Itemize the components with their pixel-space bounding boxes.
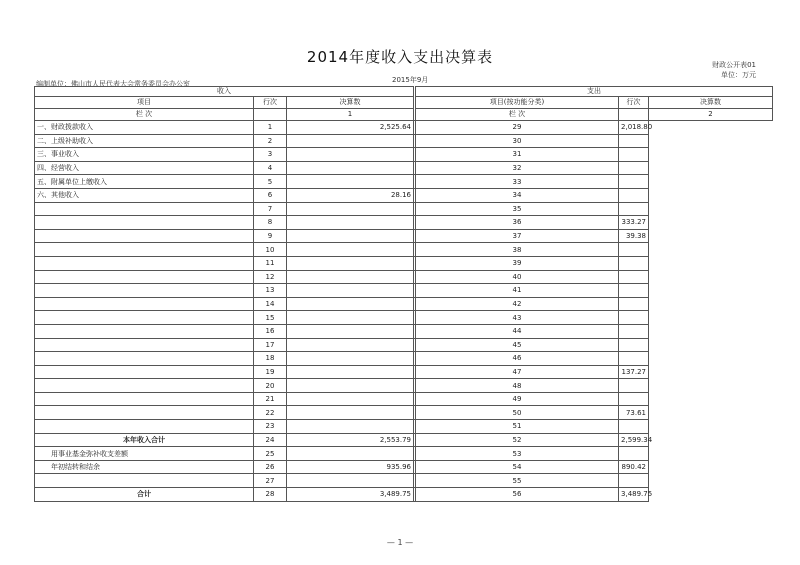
table-row: [35, 392, 773, 406]
income-item: [35, 474, 254, 488]
income-amount: [287, 216, 414, 230]
expense-amount: 73.61: [619, 406, 649, 420]
income-line-number: 13: [254, 284, 287, 298]
date-label: 2015年9月: [392, 76, 429, 84]
income-line-number: 28: [254, 488, 287, 502]
income-item: [35, 324, 254, 338]
expense-line-number: 46: [416, 352, 619, 366]
income-item: [35, 243, 254, 257]
income-line-number: 20: [254, 379, 287, 393]
income-amount: [287, 148, 414, 162]
expense-line-header: 行次: [619, 97, 649, 109]
income-line-number: 2: [254, 134, 287, 148]
table-row: [35, 243, 773, 257]
income-item: 四、经营收入: [35, 161, 254, 175]
income-item: 一、财政拨款收入: [35, 121, 254, 135]
form-number: 财政公开表01: [712, 61, 756, 69]
table-row: [35, 338, 773, 352]
expense-amount: [619, 392, 649, 406]
income-amount: [287, 270, 414, 284]
income-amount: [287, 161, 414, 175]
income-col-label: 栏 次: [35, 109, 254, 121]
income-line-number: 6: [254, 188, 287, 202]
income-amount: [287, 406, 414, 420]
income-line-number: 12: [254, 270, 287, 284]
expense-line-number: 52: [416, 433, 619, 447]
income-item: [35, 311, 254, 325]
income-line-number: 27: [254, 474, 287, 488]
table-row: [35, 216, 773, 230]
table-row: [35, 229, 773, 243]
expense-col-label: 栏 次: [416, 109, 619, 121]
income-item: [35, 379, 254, 393]
expense-line-number: 31: [416, 148, 619, 162]
expense-amount: [619, 284, 649, 298]
expense-line-number: 36: [416, 216, 619, 230]
income-amount: [287, 229, 414, 243]
expense-amount-header: 决算数: [649, 97, 773, 109]
expense-amount: [619, 447, 649, 461]
income-amount: [287, 256, 414, 270]
expense-amount: 890.42: [619, 460, 649, 474]
income-line-number: 19: [254, 365, 287, 379]
table-row: [35, 202, 773, 216]
income-line-number: 16: [254, 324, 287, 338]
income-line-number: 3: [254, 148, 287, 162]
expense-amount: [619, 311, 649, 325]
expense-amount: [619, 297, 649, 311]
income-line-number: 15: [254, 311, 287, 325]
income-line-number: 22: [254, 406, 287, 420]
income-item: [35, 270, 254, 284]
income-line-number: 18: [254, 352, 287, 366]
expense-line-number: 49: [416, 392, 619, 406]
expense-section-header: 支出: [416, 87, 773, 97]
income-amount: [287, 392, 414, 406]
income-line-number: 23: [254, 420, 287, 434]
table-row: [35, 433, 773, 447]
section-header-row: [35, 87, 773, 97]
income-line-number: 10: [254, 243, 287, 257]
expense-line-number: 50: [416, 406, 619, 420]
expense-line-number: 32: [416, 161, 619, 175]
income-line-number: 4: [254, 161, 287, 175]
income-item: 六、其他收入: [35, 188, 254, 202]
income-line-header: 行次: [254, 97, 287, 109]
expense-line-number: 34: [416, 188, 619, 202]
income-line-number: 11: [254, 256, 287, 270]
expense-amount: [619, 338, 649, 352]
page-title: 2014年度收入支出决算表: [306, 48, 494, 66]
expense-line-number: 53: [416, 447, 619, 461]
income-item: [35, 284, 254, 298]
income-amount: 2,525.64: [287, 121, 414, 135]
expense-line-number: 35: [416, 202, 619, 216]
income-line-index: [254, 109, 287, 121]
organization-label: 编制单位：佛山市人民代表大会常务委员会办公室: [36, 80, 190, 88]
expense-item-header: 项目(按功能分类): [416, 97, 619, 109]
expense-amount: [619, 175, 649, 189]
income-item: 用事业基金弥补收支差额: [35, 447, 254, 461]
income-line-number: 25: [254, 447, 287, 461]
table-row: [35, 270, 773, 284]
table-row: [35, 324, 773, 338]
expense-amount: [619, 270, 649, 284]
income-line-number: 14: [254, 297, 287, 311]
income-item: [35, 365, 254, 379]
income-amount: [287, 338, 414, 352]
income-amount: 935.96: [287, 460, 414, 474]
expense-col-index: 2: [649, 109, 773, 121]
table-row: [35, 406, 773, 420]
income-line-number: 17: [254, 338, 287, 352]
expense-line-number: 37: [416, 229, 619, 243]
table-row: [35, 256, 773, 270]
income-line-number: 21: [254, 392, 287, 406]
income-amount: [287, 474, 414, 488]
income-item: [35, 352, 254, 366]
table-row: [35, 188, 773, 202]
income-item: [35, 202, 254, 216]
expense-amount: [619, 161, 649, 175]
column-header-row: [35, 97, 773, 109]
income-amount-header: 决算数: [287, 97, 414, 109]
income-amount: 3,489.75: [287, 488, 414, 502]
expense-line-number: 56: [416, 488, 619, 502]
income-amount: [287, 420, 414, 434]
income-item: 二、上级补助收入: [35, 134, 254, 148]
expense-line-number: 30: [416, 134, 619, 148]
income-line-number: 24: [254, 433, 287, 447]
income-line-number: 8: [254, 216, 287, 230]
income-section-header: 收入: [35, 87, 414, 97]
income-line-number: 26: [254, 460, 287, 474]
income-line-number: 7: [254, 202, 287, 216]
income-amount: [287, 447, 414, 461]
table-row: [35, 148, 773, 162]
table-row: [35, 447, 773, 461]
income-amount: 2,553.79: [287, 433, 414, 447]
table-row: [35, 460, 773, 474]
expense-line-number: 43: [416, 311, 619, 325]
expense-line-number: 41: [416, 284, 619, 298]
column-index-row: [35, 109, 773, 121]
table-row: [35, 365, 773, 379]
expense-line-number: 54: [416, 460, 619, 474]
income-item: [35, 256, 254, 270]
table-row: [35, 297, 773, 311]
expense-line-number: 44: [416, 324, 619, 338]
expense-line-index: [619, 109, 649, 121]
expense-line-number: 39: [416, 256, 619, 270]
page-number: — 1 —: [386, 538, 414, 547]
income-amount: [287, 365, 414, 379]
expense-line-number: 48: [416, 379, 619, 393]
expense-amount: 3,489.75: [619, 488, 649, 502]
expense-amount: 2,599.34: [619, 433, 649, 447]
expense-amount: [619, 256, 649, 270]
expense-amount: [619, 379, 649, 393]
table-row: [35, 134, 773, 148]
ledger-table: [34, 86, 773, 502]
expense-amount: [619, 188, 649, 202]
expense-amount: 39.38: [619, 229, 649, 243]
income-item: 合计: [35, 488, 254, 502]
income-amount: [287, 284, 414, 298]
expense-line-number: 38: [416, 243, 619, 257]
expense-amount: [619, 324, 649, 338]
income-amount: [287, 379, 414, 393]
table-row: [35, 352, 773, 366]
income-item: [35, 297, 254, 311]
expense-line-number: 51: [416, 420, 619, 434]
table-row: [35, 488, 773, 502]
table-row: [35, 311, 773, 325]
income-amount: [287, 202, 414, 216]
expense-line-number: 45: [416, 338, 619, 352]
income-item: [35, 420, 254, 434]
income-amount: 28.16: [287, 188, 414, 202]
income-amount: [287, 311, 414, 325]
table-row: [35, 379, 773, 393]
income-line-number: 5: [254, 175, 287, 189]
income-col-index: 1: [287, 109, 414, 121]
expense-line-number: 29: [416, 121, 619, 135]
expense-amount: [619, 352, 649, 366]
ledger-body: [35, 121, 773, 502]
expense-amount: [619, 420, 649, 434]
expense-line-number: 55: [416, 474, 619, 488]
income-item: 本年收入合计: [35, 433, 254, 447]
expense-amount: [619, 474, 649, 488]
table-row: [35, 420, 773, 434]
table-row: [35, 121, 773, 135]
income-item: [35, 392, 254, 406]
expense-amount: 137.27: [619, 365, 649, 379]
income-line-number: 1: [254, 121, 287, 135]
income-amount: [287, 324, 414, 338]
income-item: 五、附属单位上缴收入: [35, 175, 254, 189]
expense-amount: [619, 243, 649, 257]
expense-amount: 333.27: [619, 216, 649, 230]
expense-amount: 2,018.80: [619, 121, 649, 135]
income-line-number: 9: [254, 229, 287, 243]
expense-line-number: 42: [416, 297, 619, 311]
income-item: [35, 338, 254, 352]
income-amount: [287, 243, 414, 257]
table-row: [35, 175, 773, 189]
expense-amount: [619, 148, 649, 162]
income-amount: [287, 352, 414, 366]
table-row: [35, 474, 773, 488]
income-item: [35, 216, 254, 230]
table-row: [35, 284, 773, 298]
income-item-header: 项目: [35, 97, 254, 109]
table-row: [35, 161, 773, 175]
expense-amount: [619, 202, 649, 216]
expense-line-number: 33: [416, 175, 619, 189]
income-item: [35, 406, 254, 420]
expense-amount: [619, 134, 649, 148]
income-item: 三、事业收入: [35, 148, 254, 162]
expense-line-number: 47: [416, 365, 619, 379]
income-item: [35, 229, 254, 243]
income-item: 年初结转和结余: [35, 460, 254, 474]
income-amount: [287, 134, 414, 148]
income-amount: [287, 297, 414, 311]
income-amount: [287, 175, 414, 189]
expense-line-number: 40: [416, 270, 619, 284]
unit-label: 单位：万元: [721, 71, 756, 79]
